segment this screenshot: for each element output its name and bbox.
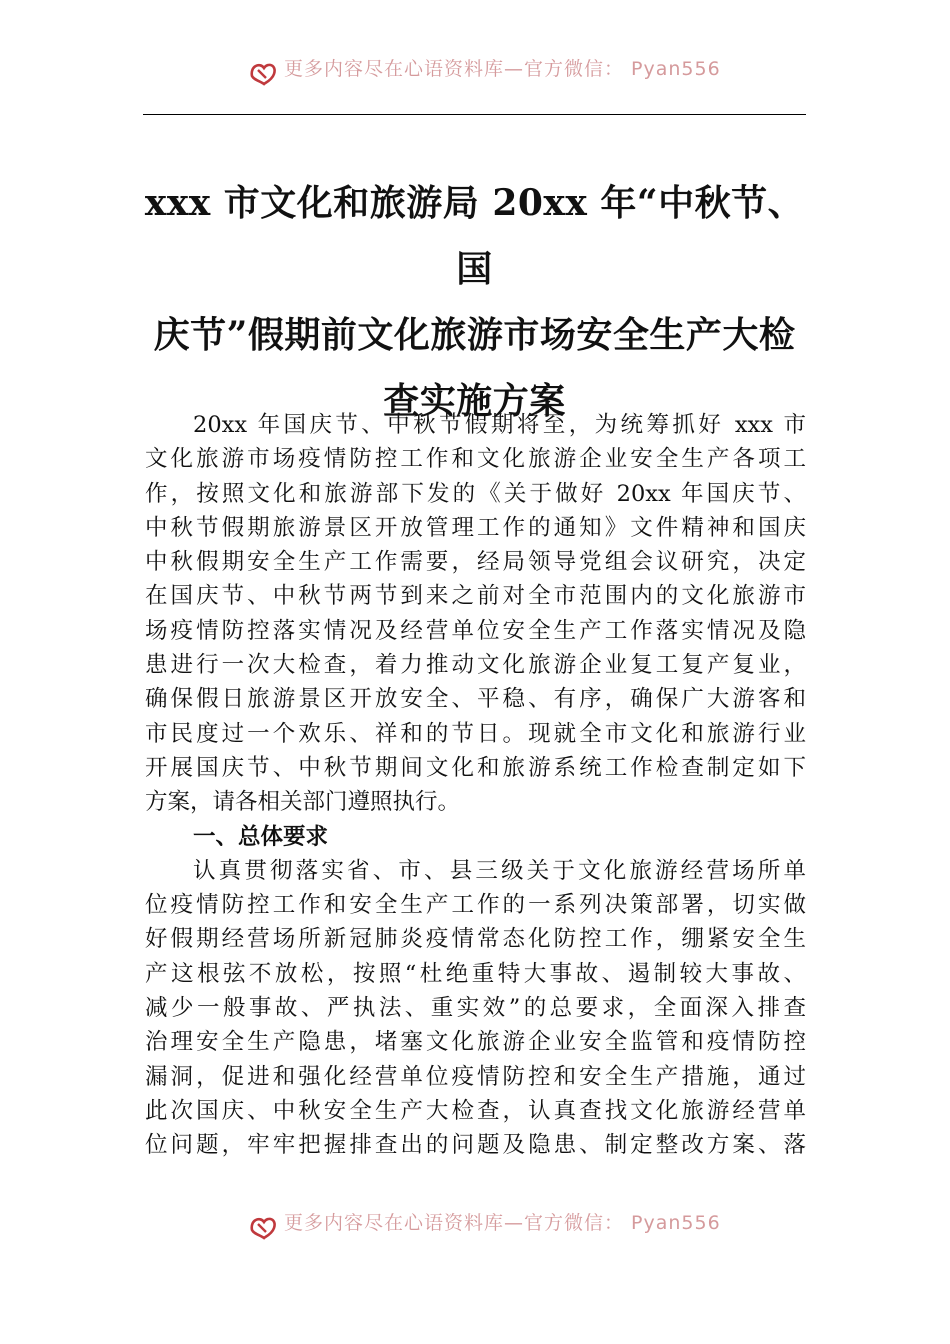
section-line: 治理安全生产隐患，堵塞文化旅游企业安全监管和疫情防控 xyxy=(145,1029,806,1056)
document-title xyxy=(143,170,806,434)
intro-line: 开展国庆节、中秋节期间文化和旅游系统工作检查制定如下 xyxy=(145,754,806,781)
intro-line: 中秋假期安全生产工作需要，经局领导党组会议研究，决定 xyxy=(145,549,806,576)
title-line: 查实施方案 xyxy=(383,380,566,422)
title-line: 庆节”假期前文化旅游市场安全生产大检 xyxy=(153,314,796,356)
intro-line: 场疫情防控落实情况及经营单位安全生产工作落实情况及隐 xyxy=(145,617,806,644)
document-body xyxy=(145,408,806,1163)
section-line: 漏洞，促进和强化经营单位疫情防控和安全生产措施，通过 xyxy=(145,1063,806,1090)
header-watermark-text: 更多内容尽在心语资料库—官方微信： Pyan556 xyxy=(284,58,721,80)
section-line: 产这根弦不放松，按照“杜绝重特大事故、遏制较大事故、 xyxy=(145,960,806,987)
footer-watermark xyxy=(0,1206,950,1246)
header-divider xyxy=(143,114,806,115)
intro-line: 文化旅游市场疫情防控工作和文化旅游企业安全生产各项工 xyxy=(145,446,806,473)
intro-line: 20xx 年国庆节、中秋节假期将至，为统筹抓好 xxx 市 xyxy=(193,412,806,438)
intro-line: 作，按照文化和旅游部下发的《关于做好 20xx 年国庆节、 xyxy=(145,480,806,507)
section-line: 好假期经营场所新冠肺炎疫情常态化防控工作，绷紧安全生 xyxy=(145,926,806,953)
intro-line: 患进行一次大检查，着力推动文化旅游企业复工复产复业， xyxy=(145,652,806,679)
section-line: 位问题，牢牢把握排查出的问题及隐患、制定整改方案、落 xyxy=(145,1132,806,1159)
section-line: 认真贯彻落实省、市、县三级关于文化旅游经营场所单 xyxy=(193,857,806,884)
section-line: 此次国庆、中秋安全生产大检查，认真查找文化旅游经营单 xyxy=(145,1097,806,1124)
header-watermark xyxy=(0,52,950,92)
brand-logo-icon xyxy=(248,1212,278,1240)
intro-line: 确保假日旅游景区开放安全、平稳、有序，确保广大游客和 xyxy=(145,686,806,713)
section-heading: 一、总体要求 xyxy=(193,823,329,850)
title-line: xxx 市文化和旅游局 20xx 年“中秋节、国 xyxy=(144,182,805,290)
section-line: 减少一般事故、严执法、重实效”的总要求，全面深入排查 xyxy=(145,995,806,1022)
footer-watermark-text: 更多内容尽在心语资料库—官方微信： Pyan556 xyxy=(284,1212,721,1234)
section-line: 位疫情防控工作和安全生产工作的一系列决策部署，切实做 xyxy=(145,892,806,919)
brand-logo-icon xyxy=(248,58,278,86)
intro-line: 在国庆节、中秋节两节到来之前对全市范围内的文化旅游市 xyxy=(145,583,806,610)
intro-line: 中秋节假期旅游景区开放管理工作的通知》文件精神和国庆 xyxy=(145,514,806,541)
intro-line: 方案，请各相关部门遵照执行。 xyxy=(145,789,461,816)
intro-line: 市民度过一个欢乐、祥和的节日。现就全市文化和旅游行业 xyxy=(145,720,806,747)
